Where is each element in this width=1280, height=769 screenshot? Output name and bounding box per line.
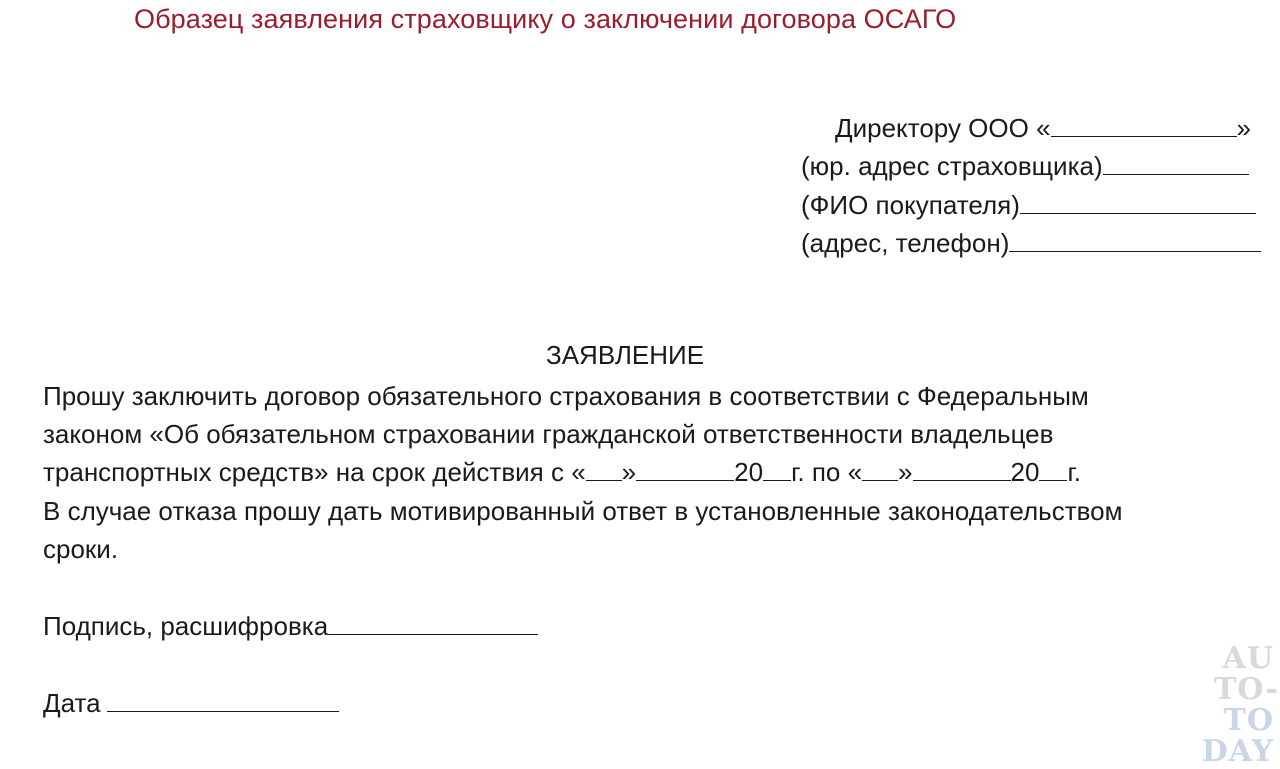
watermark-line-1: AU — [1222, 641, 1274, 676]
date-blank — [107, 689, 339, 712]
from-month-blank — [636, 458, 734, 481]
term-prefix: транспортных средств» на срок действия с « — [43, 457, 586, 487]
insurer-address-blank — [1103, 152, 1249, 175]
watermark-line-2a: TO- — [1213, 672, 1274, 707]
watermark-line-3: DAY — [1201, 734, 1274, 769]
buyer-name-blank — [1020, 191, 1256, 214]
body-line-1: Прошу заключить договор обязательного страхования в соответствии с Федеральным — [43, 381, 1089, 411]
address-phone-label: (адрес, телефон) — [801, 228, 1010, 258]
director-suffix: » — [1236, 113, 1252, 143]
document-title: Образец заявления страховщику о заключении договора ОСАГО — [134, 4, 957, 34]
address-phone-line — [801, 227, 1261, 259]
body-line-4: В случае отказа прошу дать мотивированный ответ в установленные законодательством — [43, 496, 1123, 526]
signature-line — [43, 610, 538, 642]
to-year-blank — [1039, 458, 1067, 481]
to-day-blank — [862, 458, 898, 481]
to-year-suffix: г. — [1067, 457, 1081, 487]
signature-label: Подпись, расшифровка — [43, 611, 329, 641]
addressee-director-line — [835, 112, 1251, 144]
autotoday-watermark-logo — [1164, 643, 1274, 767]
from-year-blank — [763, 458, 791, 481]
insurer-address-line — [801, 150, 1249, 182]
body-line-3 — [43, 456, 1081, 488]
date-line — [43, 687, 339, 719]
to-year-prefix: 20 — [1010, 457, 1040, 487]
body-line-5: сроки. — [43, 534, 119, 564]
buyer-name-label: (ФИО покупателя) — [801, 190, 1020, 220]
from-day-blank — [586, 458, 622, 481]
from-year-prefix: 20 — [734, 457, 764, 487]
body-line-2: законом «Об обязательном страховании гражданской ответственности владельцев — [43, 419, 1054, 449]
insurer-address-label: (юр. адрес страховщика) — [801, 151, 1103, 181]
watermark-line-2b: TO — [1223, 703, 1274, 738]
company-name-blank — [1051, 114, 1237, 137]
date-label: Дата — [43, 688, 101, 718]
from-year-suffix: г. по « — [791, 457, 863, 487]
statement-heading: ЗАЯВЛЕНИЕ — [546, 340, 705, 370]
address-phone-blank — [1009, 229, 1261, 252]
to-quote-close: » — [898, 457, 913, 487]
signature-blank — [328, 612, 538, 635]
to-month-blank — [913, 458, 1011, 481]
director-prefix: Директору ООО « — [835, 113, 1051, 143]
watermark-line-2 — [1164, 674, 1274, 736]
buyer-name-line — [801, 189, 1256, 221]
from-quote-close: » — [621, 457, 637, 487]
